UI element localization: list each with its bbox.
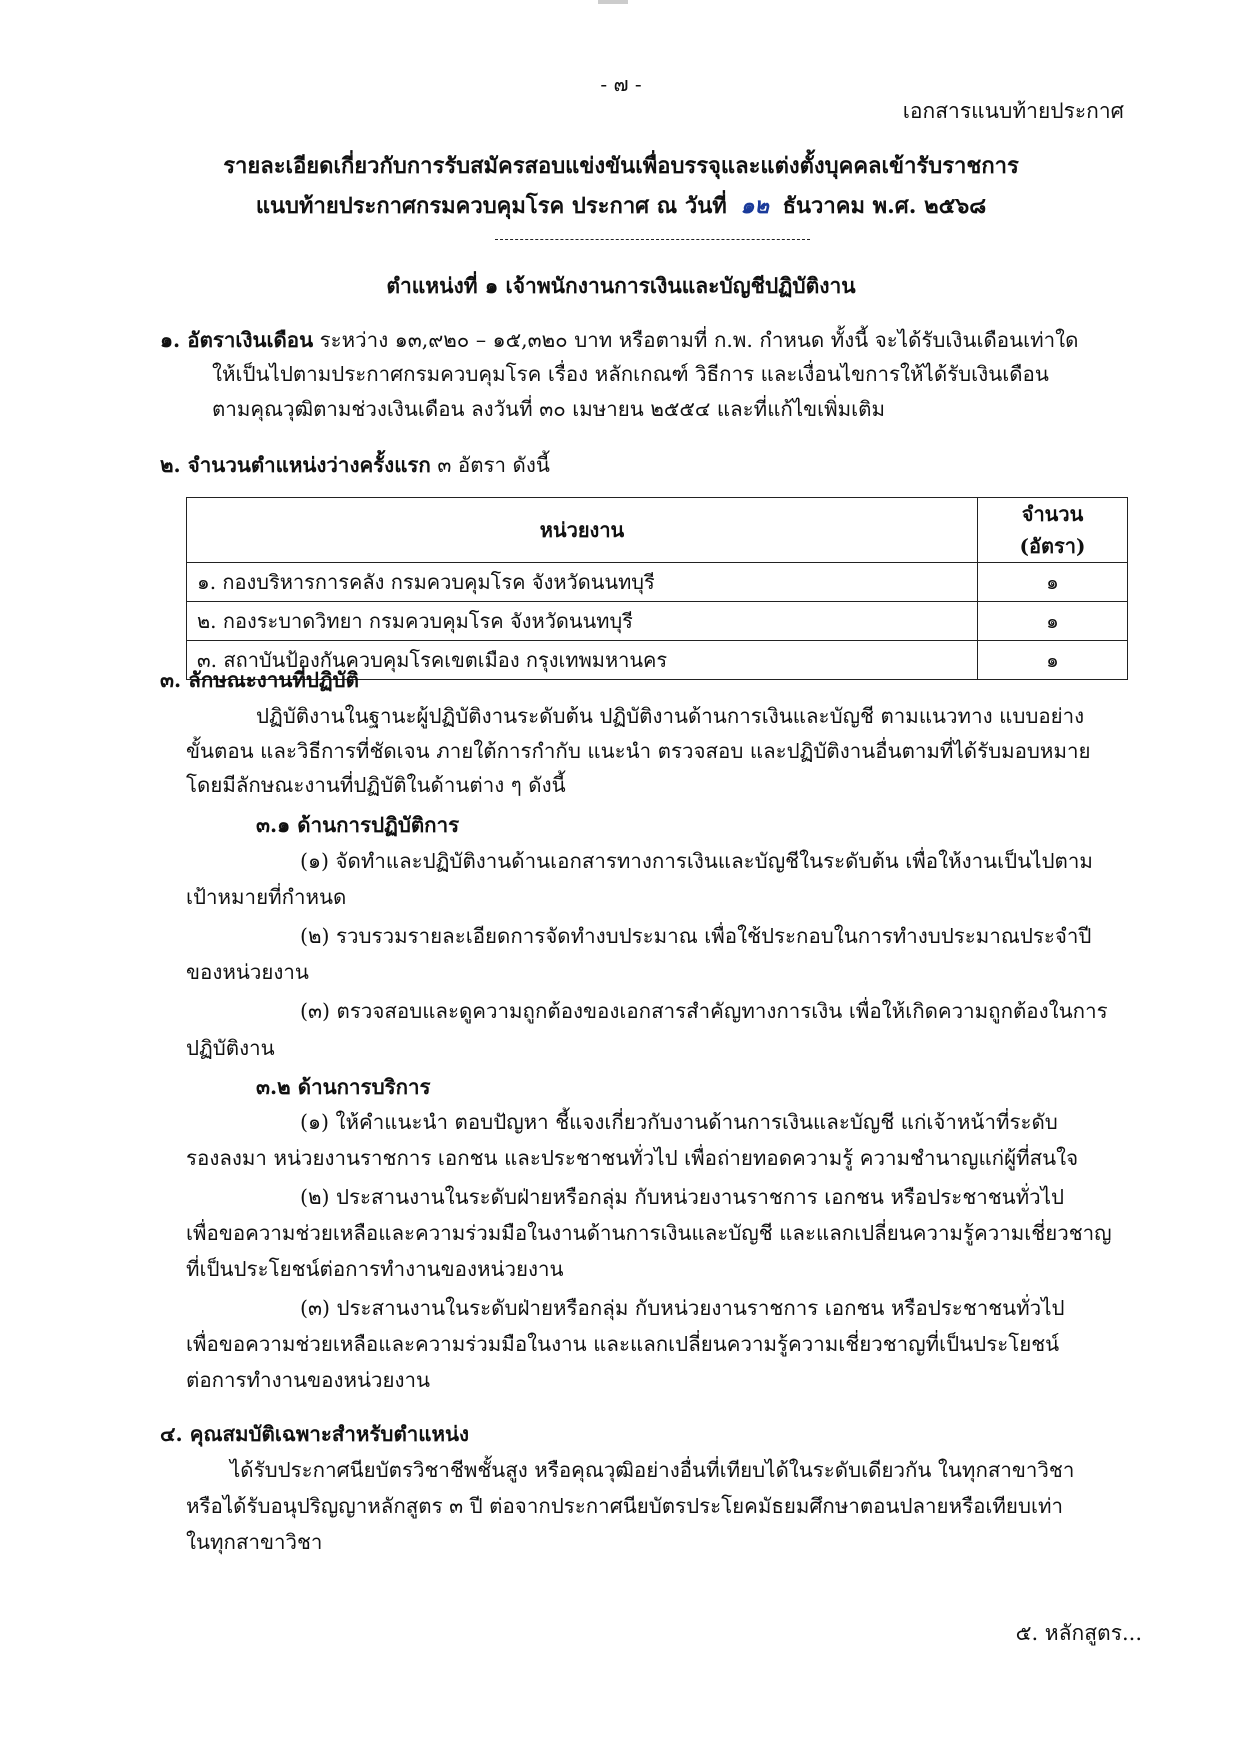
next-page-indicator: ๕. หลักสูตร...	[1015, 1621, 1142, 1645]
position-title: ตำแหน่งที่ ๑ เจ้าพนักงานการเงินและบัญชีปฏิบัติงาน	[386, 273, 856, 298]
section3-2-item1-line2: รองลงมา หน่วยงานราชการ เอกชน และประชาชนทั่วไป เพื่อถ่ายทอดความรู้ ความชำนาญแก่ผู้ที่สนใจ	[186, 1146, 1079, 1170]
vacancy-table	[186, 497, 1128, 680]
title-line2-suffix: ธันวาคม พ.ศ. ๒๕๖๘	[782, 193, 987, 219]
scan-artifact	[598, 0, 628, 4]
table-row	[187, 602, 1128, 641]
table-cell-unit: ๒. กองระบาดวิทยา กรมควบคุมโรค จังหวัดนนทบุรี	[187, 602, 978, 641]
section4-line1: ได้รับประกาศนียบัตรวิชาชีพชั้นสูง หรือคุณวุฒิอย่างอื่นที่เทียบได้ในระดับเดียวกัน ในทุกสาขาวิชา	[230, 1458, 1075, 1482]
table-header-unit: หน่วยงาน	[187, 498, 978, 563]
table-header-row	[187, 498, 1128, 563]
section1-line2: ให้เป็นไปตามประกาศกรมควบคุมโรค เรื่อง หลักเกณฑ์ วิธีการ และเงื่อนไขการให้ได้รับเงินเดือน	[212, 362, 1049, 386]
section3-1-item1-line2: เป้าหมายที่กำหนด	[186, 885, 347, 909]
section3-2-item3-line3: ต่อการทำงานของหน่วยงาน	[186, 1368, 431, 1392]
title-divider	[495, 239, 810, 240]
section2-text: ๓ อัตรา ดังนี้	[437, 453, 550, 477]
section3-intro-line1: ปฏิบัติงานในฐานะผู้ปฏิบัติงานระดับต้น ปฏิบัติงานด้านการเงินและบัญชี ตามแนวทาง แบบอย่าง	[256, 704, 1085, 728]
table-cell-count: ๑	[978, 602, 1128, 641]
section1-line3: ตามคุณวุฒิตามช่วงเงินเดือน ลงวันที่ ๓๐ เมษายน ๒๕๕๔ และที่แก้ไขเพิ่มเติม	[212, 397, 886, 421]
section4-heading: ๔. คุณสมบัติเฉพาะสำหรับตำแหน่ง	[160, 1422, 470, 1446]
section2-line	[160, 455, 550, 476]
section3-2-item3-line1: (๓) ประสานงานในระดับฝ่ายหรือกลุ่ม กับหน่วยงานราชการ เอกชน หรือประชาชนทั่วไป	[300, 1296, 1065, 1320]
document-title-line2	[0, 188, 1242, 223]
section3-2-item1-line1: (๑) ให้คำแนะนำ ตอบปัญหา ชี้แจงเกี่ยวกับงานด้านการเงินและบัญชี แก่เจ้าหน้าที่ระดับ	[300, 1110, 1058, 1134]
section3-2-item2-line2: เพื่อขอความช่วยเหลือและความร่วมมือในงานด้านการเงินและบัญชี และแลกเปลี่ยนความรู้ความเชี่ยวชาญ	[186, 1221, 1112, 1245]
table-cell-count: ๑	[978, 563, 1128, 602]
section3-1-item2-line2: ของหน่วยงาน	[186, 960, 309, 984]
section3-1-item3-line1: (๓) ตรวจสอบและดูความถูกต้องของเอกสารสำคัญทางการเงิน เพื่อให้เกิดความถูกต้องในการ	[300, 999, 1108, 1023]
handwritten-date-day: ๑๒	[740, 193, 769, 219]
attachment-label: เอกสารแนบท้ายประกาศ	[902, 99, 1124, 123]
section3-heading: ๓. ลักษณะงานที่ปฏิบัติ	[160, 668, 359, 692]
table-header-count: จำนวน (อัตรา)	[978, 498, 1128, 563]
section1-line1-text: ระหว่าง ๑๓,๙๒๐ – ๑๕,๓๒๐ บาท หรือตามที่ ก.พ. กำหนด ทั้งนี้ จะได้รับเงินเดือนเท่าใด	[319, 328, 1079, 352]
section2-heading: ๒. จำนวนตำแหน่งว่างครั้งแรก	[160, 453, 431, 477]
section1-heading: ๑. อัตราเงินเดือน	[160, 328, 314, 352]
section3-2-item3-line2: เพื่อขอความช่วยเหลือและความร่วมมือในงาน และแลกเปลี่ยนความรู้ความเชี่ยวชาญที่เป็นประโยชน์	[186, 1332, 1060, 1356]
title-line2-prefix: แนบท้ายประกาศกรมควบคุมโรค ประกาศ ณ วันที่	[255, 193, 727, 219]
section3-1-item1-line1: (๑) จัดทำและปฏิบัติงานด้านเอกสารทางการเงินและบัญชีในระดับต้น เพื่อให้งานเป็นไปตาม	[300, 849, 1093, 873]
document-title-line1: รายละเอียดเกี่ยวกับการรับสมัครสอบแข่งขันเพื่อบรรจุและแต่งตั้งบุคคลเข้ารับราชการ	[223, 153, 1019, 179]
section3-1-item2-line1: (๒) รวบรวมรายละเอียดการจัดทำงบประมาณ เพื่อใช้ประกอบในการทำงบประมาณประจำปี	[300, 924, 1092, 948]
section4-line3: ในทุกสาขาวิชา	[186, 1530, 323, 1554]
section3-intro-line2: ขั้นตอน และวิธีการที่ชัดเจน ภายใต้การกำกับ แนะนำ ตรวจสอบ และปฏิบัติงานอื่นตามที่ได้รับมอบหมาย	[186, 739, 1091, 763]
section3-1-heading: ๓.๑ ด้านการปฏิบัติการ	[256, 813, 460, 837]
table-cell-unit: ๓. สถาบันป้องกันควบคุมโรคเขตเมือง กรุงเทพมหานคร	[187, 641, 978, 680]
section3-2-item2-line1: (๒) ประสานงานในระดับฝ่ายหรือกลุ่ม กับหน่วยงานราชการ เอกชน หรือประชาชนทั่วไป	[300, 1185, 1065, 1209]
section1-line1	[160, 330, 1078, 351]
table-cell-count: ๑	[978, 641, 1128, 680]
table-cell-unit: ๑. กองบริหารการคลัง กรมควบคุมโรค จังหวัดนนทบุรี	[187, 563, 978, 602]
section4-line2: หรือได้รับอนุปริญญาหลักสูตร ๓ ปี ต่อจากประกาศนียบัตรประโยคมัธยมศึกษาตอนปลายหรือเทียบเท่า	[186, 1494, 1063, 1518]
section3-intro-line3: โดยมีลักษณะงานที่ปฏิบัติในด้านต่าง ๆ ดังนี้	[186, 773, 566, 797]
section3-1-item3-line2: ปฏิบัติงาน	[186, 1036, 275, 1060]
page-number: - ๗ -	[600, 72, 642, 96]
section3-2-item2-line3: ที่เป็นประโยชน์ต่อการทำงานของหน่วยงาน	[186, 1257, 564, 1281]
table-row	[187, 563, 1128, 602]
section3-2-heading: ๓.๒ ด้านการบริการ	[256, 1075, 431, 1099]
